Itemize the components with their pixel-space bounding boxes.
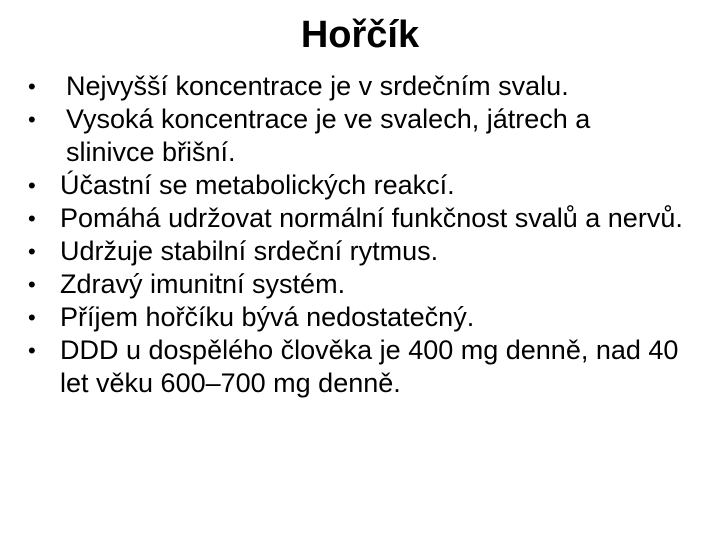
bullet-icon: • <box>28 305 36 330</box>
bullet-icon: • <box>28 173 36 198</box>
bullet-text: Pomáhá udržovat normální funkčnost svalů a nervů. <box>60 203 683 233</box>
bullet-text: DDD u dospělého člověka je 400 mg denně, nad 40 let věku 600–700 mg denně. <box>60 335 679 398</box>
bullet-icon: • <box>28 107 36 132</box>
list-item <box>0 268 720 301</box>
list-item <box>0 103 720 169</box>
bullet-list <box>0 70 720 400</box>
bullet-icon: • <box>28 272 36 297</box>
bullet-text: Účastní se metabolických reakcí. <box>60 170 455 200</box>
bullet-icon: • <box>28 338 36 363</box>
bullet-text: Vysoká koncentrace je ve svalech, játrech a slinivce břišní. <box>66 104 591 167</box>
bullet-icon: • <box>28 74 36 99</box>
list-item <box>0 235 720 268</box>
list-item <box>0 70 720 103</box>
bullet-icon: • <box>28 239 36 264</box>
bullet-text: Zdravý imunitní systém. <box>60 269 346 299</box>
list-item <box>0 169 720 202</box>
bullet-text: Udržuje stabilní srdeční rytmus. <box>60 236 439 266</box>
list-item <box>0 334 720 400</box>
bullet-icon: • <box>28 206 36 231</box>
list-item <box>0 301 720 334</box>
bullet-text: Příjem hořčíku bývá nedostatečný. <box>60 302 475 332</box>
slide-title: Hořčík <box>300 14 420 56</box>
bullet-text: Nejvyšší koncentrace je v srdečním svalu. <box>66 71 569 101</box>
list-item <box>0 202 720 235</box>
